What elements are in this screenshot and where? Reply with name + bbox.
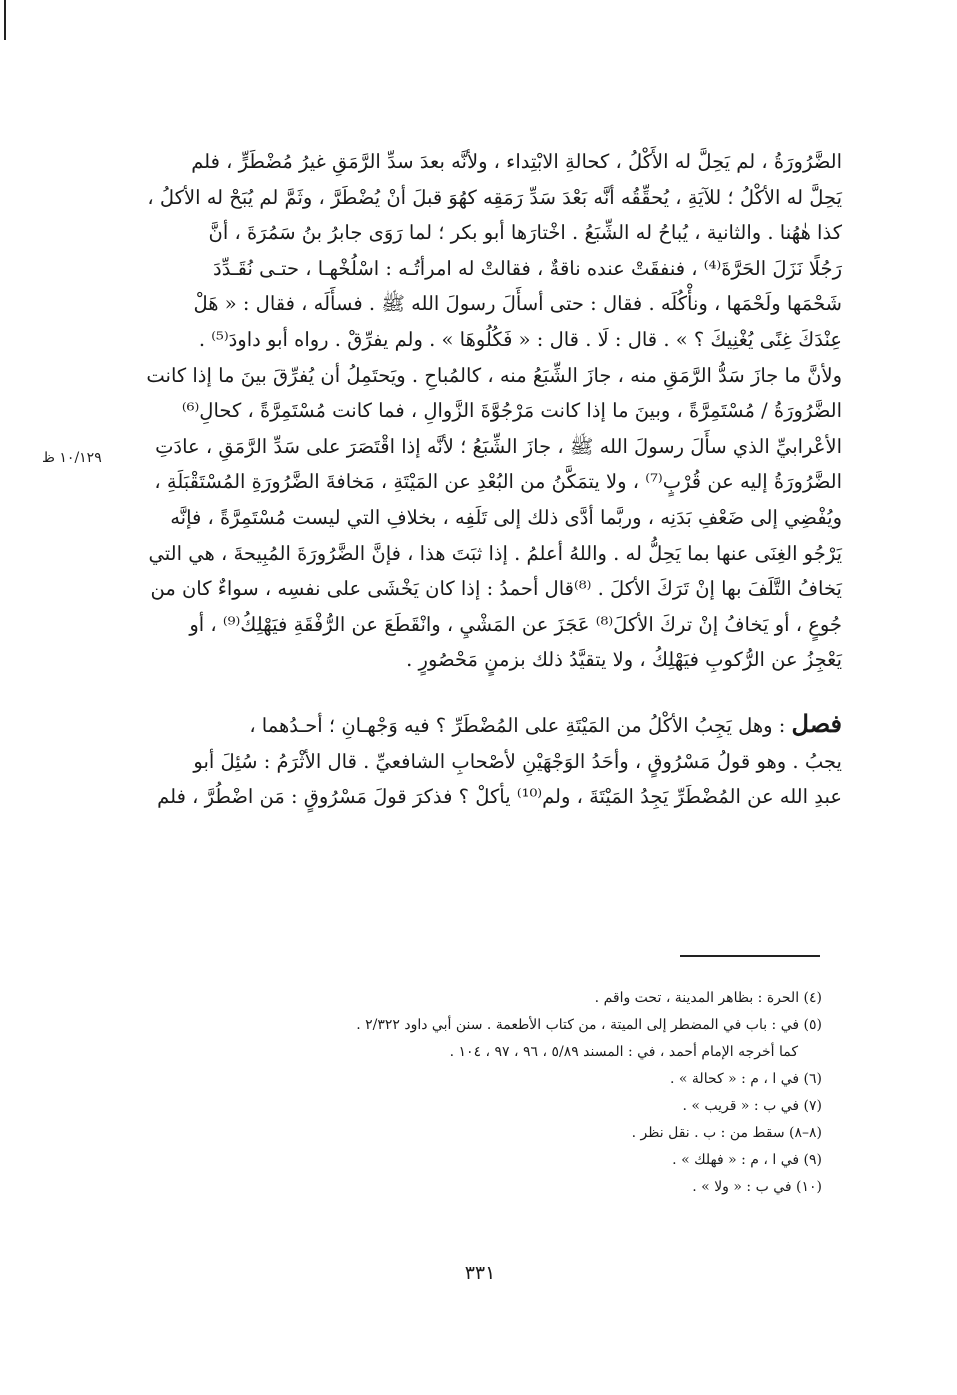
footnote: (٦) في ا ، م : « كحالة » . xyxy=(670,1071,822,1087)
body-line: الضَّرُورَةُ إليه عن قُرْبٍ⁽⁷⁾ ، ولا يتمَكَّنُ من البُعْدِ عن المَيْتَةِ ، مَخافةَ الضَّرُورَةِ المُسْتَقْبَلَةِ ، xyxy=(154,470,842,494)
fasl-heading: فصل xyxy=(791,708,842,738)
body-line: عِنْدَكَ غِنًى يُغْنِيكَ ؟ » . قال : لَا . قال : « فَكُلُوهَا » . ولم يفرِّقْ . رواه أبو داودَ⁽⁵⁾ . xyxy=(198,327,842,351)
body-line: رَجُلًا نَزَلَ الحَرَّةَ⁽⁴⁾ ، فنفقَتْ عنده ناقةٌ ، فقالتْ له امرأتُـه : اسْلُخْهـا ، حتـى نُقَـدِّدَ xyxy=(213,256,842,280)
fasl-line: : وهل يَجِبُ الأكْلُ من المَيْتَةِ على المُضْطَرِّ ؟ فيه وَجْهـانِ ؛ أحـدُهما ، xyxy=(249,713,786,737)
fasl-line: يجبُ . وهو قولُ مَسْرُوقٍ ، وأحَدُ الوَجْهَيْنِ لأصْحابِ الشافعيِّ . قال الأثْرَمُ : سُئِلَ أبو xyxy=(193,749,842,773)
footnotes-block xyxy=(310,985,822,1201)
body-line: ولأنَّ ما جازَ سَدُّ الرَّمَقِ منه ، جازَ الشِّبَعُ منه ، كالمُباحِ . ويَحتَمِلُ أن يُفرِّقَ بينَ ما إذا كانت xyxy=(146,363,842,387)
body-line: الأعْرابيِّ الذي سأَلَ رسولَ الله ﷺ ، جازَ الشِّبَعُ ؛ لأنَّه إذا اقْتَصَرَ على سَدِّ الرَّمَقِ ، عادَتِ xyxy=(155,434,842,458)
main-text-block xyxy=(118,144,842,815)
footnote: (٧) في ب : « قريب » . xyxy=(682,1098,822,1114)
manuscript-folio-reference: ١٠/١٢٩ ظ xyxy=(42,450,102,466)
fasl-paragraph-first-line xyxy=(118,706,842,744)
body-line: يَحِلَّ له الأكْلُ ؛ للآيَةِ ، يُحقِّقُه أنَّه بَعْدَ سَدِّ رَمَقِه كهُوَ قبلَ أنْ يُضْطَرَّ ، وثَمَّ لم يُبَحْ له الأكلُ ، xyxy=(147,185,842,209)
fasl-line: عبدِ الله عن المُضْطَرِّ يَجِدُ المَيْتَةَ ، ولم⁽¹⁰⁾ يأكلْ ؟ فذكرَ قولَ مَسْرُوقٍ : مَن اضْطُرَّ ، فلم xyxy=(157,785,842,809)
body-line: ويُفْضِي إلى ضَعْفِ بَدَنِه ، وربَّما أدَّى ذلك إلى تَلَفِه ، بخلافِ التي ليست مُسْتَمِرَّةً ، فإنَّه xyxy=(170,505,842,529)
footnote: (٨–٨) سقط من : ب . نقل نظر . xyxy=(631,1125,822,1141)
body-line: الضَّرُورَةُ ، لم يَحِلَّ له الأَكْلُ ، كحالةِ الابْتِداء ، ولأنَّه بعدَ سدِّ الرَّمَقِ غيرُ مُضْطَرٍّ ، فلم xyxy=(191,150,842,173)
footnote: (٤) الحرة : بظاهر المدينة ، تحت واقم . xyxy=(594,990,822,1006)
footnote-continuation: كما أخرجه الإمام أحمد ، في : المسند ٥/٨٩ ، ٩٦ ، ٩٧ ، ١٠٤ . xyxy=(449,1044,798,1060)
body-line: جُوعٍ ، أو يَخافُ إنْ تركَ الأكلَ⁽⁸⁾ عَجَزَ عن المَشْيِ ، وانْقَطَعَ عن الرُّفْقَةِ فيَهْلِكُ⁽⁹⁾ ، أو xyxy=(189,612,842,636)
body-line: يَرْجُو الغِنَى عنها بما يَحِلُّ له . واللهُ أعلمُ . إذا ثبَتَ هذا ، فإنَّ الضَّرُورَةَ المُبِيحةَ ، هي التي xyxy=(148,541,842,565)
body-line: كذا هٰهُنا . والثانية ، يُباحُ له الشِّبَعُ . اخْتارَها أبو بكر ؛ لما رَوَى جابرُ بنُ سَمُرَةَ ، أنَّ xyxy=(208,221,842,245)
footnote: (١٠) في ب : « ولا » . xyxy=(692,1179,822,1195)
body-line: يَعْجِزُ عن الرُّكوبِ فيَهْلِكُ ، ولا يتقيَّدُ ذلك بزمنٍ مَحْصُورٍ . xyxy=(406,648,842,672)
body-line: شَحْمَها ولَحْمَها ، ونأْكُلَه . فقال : حتى أسأَلَ رسولَ الله ﷺ . فسأَلَه ، فقال : « هَلْ xyxy=(193,292,842,316)
body-line: الضَّرُورَةُ / مُسْتَمِرَّةً ، وبينَ ما إذا كانت مَرْجُوَّةَ الزَّوالِ ، فما كانت مُسْتَمِرَّةً ، كحالِ⁽⁶⁾ xyxy=(181,399,842,423)
footnote-separator xyxy=(680,955,820,957)
page-number: ٣٣١ xyxy=(464,1262,496,1284)
footnote: (٩) في ا ، م : « فهلك » . xyxy=(672,1152,822,1168)
body-line: يَخافُ التَّلَفَ بها إنْ تَرَكَ الأكلَ . ⁽⁸⁾قال أحمدُ : إذا كان يَخْشَى على نفسِه ، سواءٌ كان من xyxy=(150,577,842,601)
footnote: (٥) في : باب في المضطر إلى الميتة ، من كتاب الأطعمة . سنن أبي داود ٢/٣٢٢ . xyxy=(356,1017,822,1033)
scan-edge-line xyxy=(4,0,6,40)
